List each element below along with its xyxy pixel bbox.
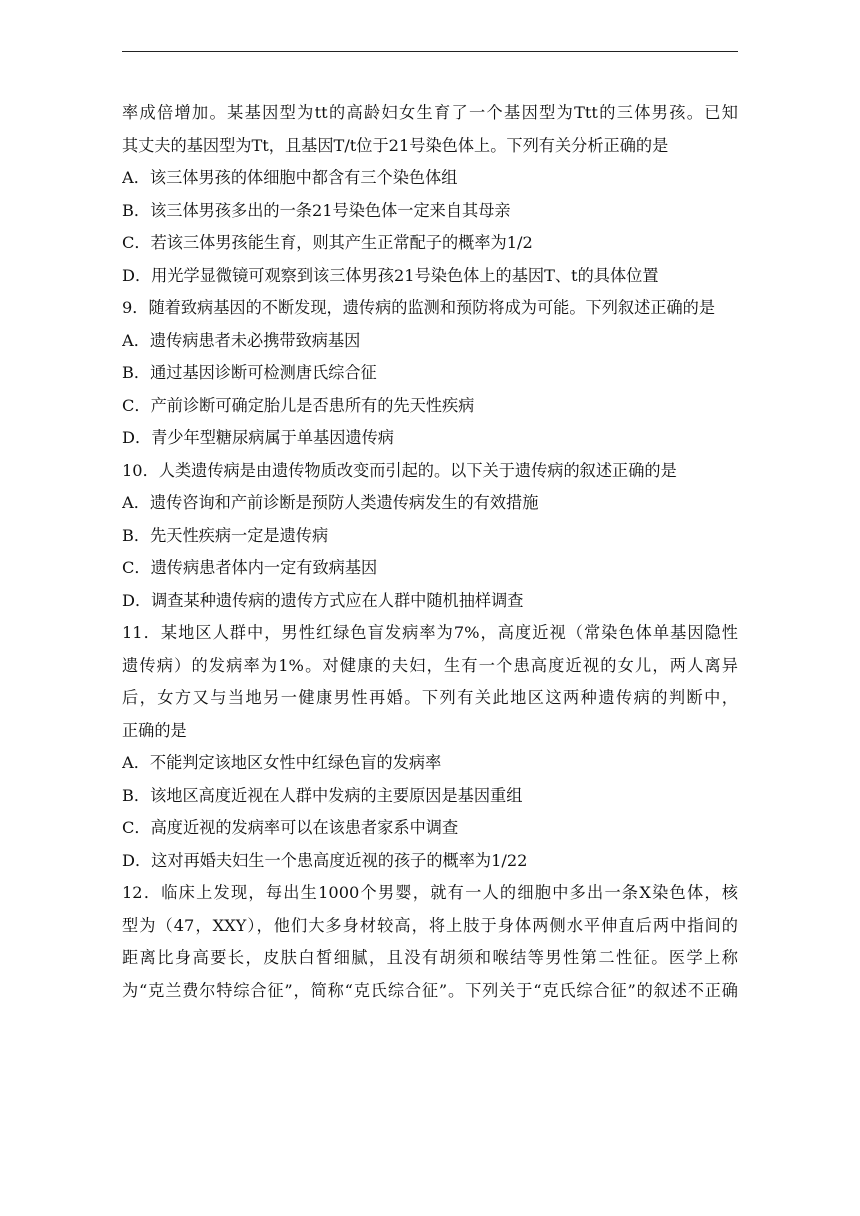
- option-line: D．青少年型糖尿病属于单基因遗传病: [122, 428, 394, 447]
- option-line: C．产前诊断可确定胎儿是否患所有的先天性疾病: [122, 395, 475, 415]
- option-line: C．高度近视的发病率可以在该患者家系中调查: [122, 818, 459, 837]
- option-line: B．先天性疾病一定是遗传病: [122, 525, 329, 545]
- option-line: B．通过基因诊断可检测唐氏综合征: [122, 363, 377, 382]
- option-line: D．这对再婚夫妇生一个患高度近视的孩子的概率为1/22: [122, 850, 528, 870]
- header-rule: [122, 51, 738, 52]
- option-line: D．调查某种遗传病的遗传方式应在人群中随机抽样调查: [122, 590, 524, 610]
- option-line: B．该三体男孩多出的一条21号染色体一定来自其母亲: [122, 200, 511, 220]
- option-line: C．若该三体男孩能生育，则其产生正常配子的概率为1/2: [122, 233, 533, 252]
- option-line: A．该三体男孩的体细胞中都含有三个染色体组: [122, 168, 458, 187]
- text-line: 其丈夫的基因型为Tt，且基因T/t位于21号染色体上。下列有关分析正确的是: [122, 135, 669, 155]
- option-line: D．用光学显微镜可观察到该三体男孩21号染色体上的基因T、t的具体位置: [122, 265, 659, 285]
- question-10-stem: 10．人类遗传病是由遗传物质改变而引起的。以下关于遗传病的叙述正确的是: [122, 460, 677, 480]
- text-line: 为“克兰费尔特综合征”，简称“克氏综合征”。下列关于“克氏综合征”的叙述不正确: [122, 980, 738, 1000]
- text-line: 遗传病）的发病率为1%。对健康的夫妇，生有一个患高度近视的女儿，两人离异: [122, 655, 738, 675]
- question-11-stem: 11．某地区人群中，男性红绿色盲发病率为7%，高度近视（常染色体单基因隐性: [122, 623, 738, 642]
- question-12-stem: 12．临床上发现，每出生1000个男婴，就有一人的细胞中多出一条X染色体，核: [122, 883, 738, 902]
- question-9-stem: 9．随着致病基因的不断发现，遗传病的监测和预防将成为可能。下列叙述正确的是: [122, 298, 716, 317]
- document-body: [122, 97, 738, 1007]
- option-line: A．不能判定该地区女性中红绿色盲的发病率: [122, 753, 442, 772]
- text-line: 型为（47，XXY），他们大多身材较高，将上肢于身体两侧水平伸直后两中指间的: [122, 915, 738, 935]
- option-line: A．遗传病患者未必携带致病基因: [122, 330, 361, 350]
- option-line: C．遗传病患者体内一定有致病基因: [122, 558, 378, 577]
- text-line: 正确的是: [122, 720, 187, 740]
- option-line: A．遗传咨询和产前诊断是预防人类遗传病发生的有效措施: [122, 493, 539, 512]
- option-line: B．该地区高度近视在人群中发病的主要原因是基因重组: [122, 785, 523, 805]
- text-line: 距离比身高要长，皮肤白皙细腻，且没有胡须和喉结等男性第二性征。医学上称: [122, 948, 738, 967]
- text-line: 率成倍增加。某基因型为tt的高龄妇女生育了一个基因型为Ttt的三体男孩。已知: [122, 103, 738, 122]
- text-line: 后，女方又与当地另一健康男性再婚。下列有关此地区这两种遗传病的判断中，: [122, 688, 738, 707]
